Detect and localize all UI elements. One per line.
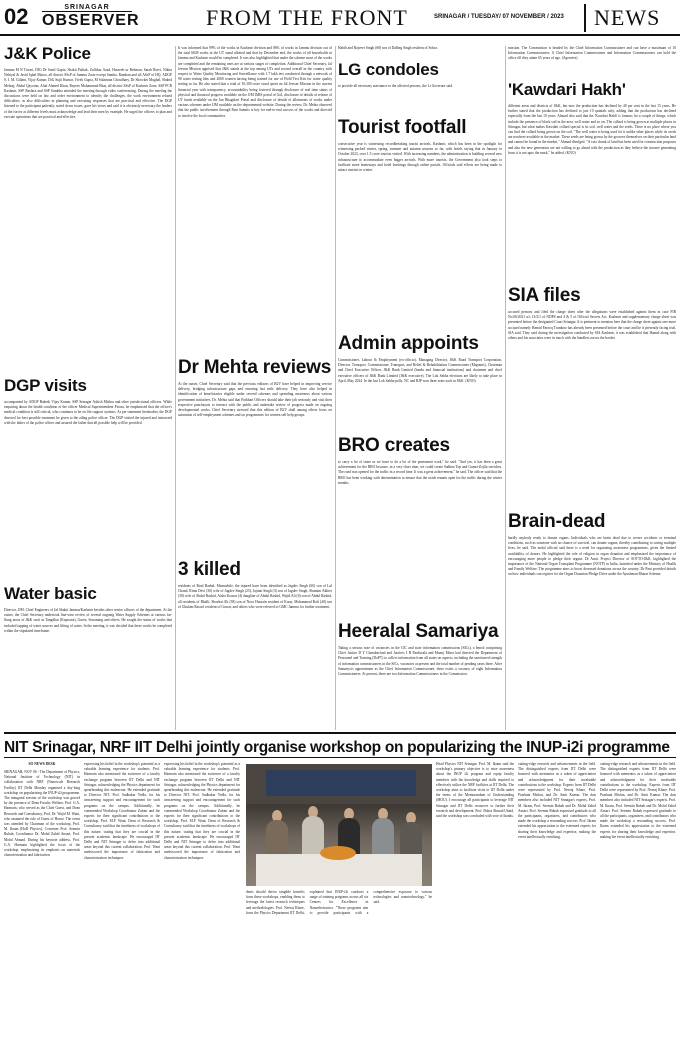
headline: SIA files <box>508 285 581 306</box>
workshop-photo <box>246 764 432 886</box>
headline: Dr Mehta reviews <box>178 357 332 378</box>
article-body: dents should derive tangible benefits from these workshops, enabling them to leverage the latest research techniques and methodologies. Prof. Neeraj Khare, from the Physics Department IIT Delhi, explained that INUP-i2i conducts a range of training programs across all six Centres for Excellence in Nanoelectronics. "These programs aim to provide participants with a comprehensive exposure to various technologies and nanotechnology," he said. <box>246 890 432 915</box>
article-body: expressing his belief in the workshop's potential as a valuable learning experience for students. Prof. Harmain also mentioned the existence of a faculty exchange program between IIT Delhi and NIT Srinagar, acknowledging the Physics department for spearheading this endeavour. He extended gratitude to Director NIT, Prof. Sudhakar Yedla, for his unwavering support and encouragement for such programs on the campus. Additionally, he commended Workshop Coordinator Zubair and the experts for their significant contributions to the workshop. Prof. M.F. Wani, Dean of Research & Consultancy said that the timeliness of workshops of this nature, stating that they are crucial in the present academic landscape. He encouraged IIT Delhi and NIT Srinagar to delve into additional areas beyond this current collaboration. Prof. Wani underscored the importance of fabrication and characterization techniques. <box>164 762 240 860</box>
article-admin-appoints <box>338 334 502 438</box>
headline: BRO creates <box>338 435 450 456</box>
headline: 'Kawdari Hakh' <box>508 80 626 99</box>
article-body: Director, JJM, Chief Engineers of Jal Shakti Jammu/Kashmir besides other senior officers of the department. At the outset, the Chief Secretary undertook line-wise review of several ongoing Water Supply Schemes at various far-flung areas of J&K such as Tangdhar (Kupwara), Gurez, Sonamarg and others. He sought the status of works that included tapping of water sources and lifting of water. In the meeting, it was decided that these works be completed within the stipulated timeframe. <box>4 608 172 633</box>
article-body: Head Physics NIT Srinagar, Prof. M. Ikram said the workshop's primary objective is to raise awareness about the INUP i2i program and equip faculty members with the knowledge and skills required to effectively utilize the NRF facilities at IIT Delhi. The workshop aims to facilitate visits to IIT Delhi under the terms of the Memorandum of Understanding (MOU). I encourage all participants to leverage NIT Srinagar and IIT Delhi resources to further their research and development. Prof. Bohra Ahmad Ubaid, said the workshop was concluded with vote of thanks. <box>436 762 514 819</box>
column-rule <box>175 46 176 730</box>
article-body: different areas and districts of J&K, but now the production has declined by 40 per cent in the last 15 years. He further stated that the production has declined to just 10 quintals only, adding that the production has declined especially from the last 10 years. Ahmad also said that the 'Kawdari Hakh' is famous for a couple of things, which include the presence of black soil in the area, well water and so on. The collard is being grown at multiple places in Srinagar, but what makes Kawdari collard special is its soil, well water and the seeds. There is no place where you can find the collard being grown on the soil. "The well water is being used for it unlike other places while its seeds are nowhere available in the market. These seeds are being grown by the growers themselves on their particular land and cannot be found in the market," Ahmad divulged. "A vast chunk of land has been used for construction purposes and also the new generation are not willing to go ahead with the production as they believe the income generating from it is not upto the mark," he added. (KNO) <box>508 104 676 155</box>
dateline: SRINAGAR / TUESDAY/ 07 NOVEMBER / 2023 <box>434 14 564 20</box>
photo-banner <box>266 770 416 796</box>
section-label: NEWS <box>594 5 661 30</box>
masthead-divider <box>584 4 586 32</box>
article-water-basic <box>4 584 172 726</box>
article-body: cutting-edge research and advancements in the field. The distinguished experts from IIT Delhi were honored with mementos as a token of appreciation and acknowledgment for their invaluable contributions to the workshop. Experts from IIT Delhi were represented by Prof. Neeraj Khare, Prof. Prashant Mishra, and Dr. Amit Kumar. The dais members also included NIT Srinagar's experts, Prof. M. Ikram, Prof. Seemin Rubab and Dr. Mohd Zahid Ansari. Prof. Seemin Rubab expressed gratitude to all the participants, organizers, and contributors who made the workshop a resounding success. Prof. Ikram extended his appreciation to the esteemed experts for sharing their knowledge and expertise, making the event intellectually enriching. <box>600 762 676 839</box>
headline: Water basic <box>4 584 97 603</box>
headline: Tourist footfall <box>338 117 467 138</box>
article-body: At the outset, Chief Secretary said that the previous editions of B2V have helped in improving service delivery, bridging infrastructure gaps and ensuring last mile delivery. They have also helped in identification of beneficiaries eligible under several schemes and spreading awareness about various government initiatives. Dr. Mehta said that Prabhari Officers should take their job seriously and visit their respective panchayats to interact with the public and undertake review of progress made on ongoing developmental works. Chief Secretary stressed that this edition of B2V shall among others focus on saturation of self-employment schemes and on programmes for women self help groups. <box>178 382 332 418</box>
page-number: 02 <box>4 4 29 29</box>
section-rule <box>4 732 676 734</box>
banner-column-4 <box>436 762 514 1040</box>
article-body: hardly anybody ready to donate organs. Individuals who are brain dead due to severe accidents or terminal conditions, such as someone with no chance of survival, can donate organs, thereby contributing to saving multiple lives, he said. The nodal official said there is a need for organizing awareness programmes, given the limited availability of donors. He highlighted the role of religion in organ donation and emphasized the importance of encouraging more people to pledge their organs. Dr Amit, Project Director of SOTTO-J&K, highlighted the importance of the National Organ Transplant Programme (NOTP) in India, launched under the Ministry of Health and Family Welfare. The programme aims to boost deceased donations across the country. Dr Pant provided details on how individuals can register for the Organ Donation Pledge Drive under the Ayushman Bharat Scheme. <box>508 536 676 577</box>
article-lg-condoles <box>338 60 502 98</box>
article-body: accompanied by ADGP Rakesh Vijay Kumar, SSP Srinagar Ashish Mishra and other jurisdictional officers. While enquiring about the health condition of the officer Medical Superintendent Firoza, he emphasised that the officer's medical condition is still critical, who continues to be on life support systems. As per statement hereinafter, the DGP directed for best possible treatment be given to the ailing police officer. The DGP visited the injured and interacted with the father of the police officer and assured the father that all possible help will be provided. <box>4 400 172 425</box>
article-body: Jammu M N Tiwari, DIG Dr Sunil Gupta, Shakti Pathak, Zulfikar Azad, Hasseeb ur Rehman, Sarah Rizvi, Nikita Nehiyal & Javid Iqbal Matoo, all district SSsP of Jammu Zone except Samba, Ramban and all ASsP of HQ. ADGP S. J. M. Gillani, Vijay Kumar, DiG Sujit Kumar, Vivek Gupta, M Sulaiman Choudhary, Dr Showket Mughal, Shahid Mehraj, Abdul Qayoom, Altaf Ahmed Khan, Rayees Mohammad Bhat, all district SSsP of Kashmir Zone, SSP PCR Kashmir, SSP Rashtra and SSP Sumbha attended the meeting through video conferencing. During the meeting the discussions were held on law and order environment to identify the challenges, the work environment related difficulties, as also difficulties in planning and executing responses that are practical and effective. The DGP listened to the participant patiently, noted down issues, gave his views and said it is obviously necessary the leaders of the forces at different levels must acknowledge and lead their men by example. He urged the officers to plan and execute operations that are practical and effective. <box>4 68 172 119</box>
article-heeralal-samariya <box>338 622 502 722</box>
banner-column-3 <box>164 762 240 1040</box>
article-body: to carry a lot of stone as we have to do a lot of the permanent work," he said. "And yes, it has been a great achievement for the BRO because, in a very short time, we could create Sadhna Top and Gumri-Zojila stretches. The road was opened for the traffic in a record time. It was a great achievement," he said. The officer said that the BRO has been working with determination to ensure that the roads remain open for the traffic during the winter months. <box>338 460 502 485</box>
article-body: to provide all necessary assistance to the affected persons, the Lt Governor said. <box>338 84 454 88</box>
article-dgp-visits <box>4 376 172 578</box>
article-body: Habib and Rajveer Singh (68) son of Dalbeg Singh resident of Sohra. <box>338 46 438 50</box>
logo-name: OBSERVER <box>42 12 140 29</box>
article-jjm-continued <box>178 46 332 354</box>
article-cic-continued <box>508 46 676 74</box>
article-jk-police <box>4 44 172 368</box>
logo-city: SRINAGAR <box>64 4 110 11</box>
article-body: consecutive year is witnessing recordbreaking tourist arrivals. Kashmir, which has been in the spotlight for witnessing packed winter, spring, summer and autumn seasons so far, with hotels saying that in January to October 2023, over 1.5 crore tourists visited. With increasing numbers, the administration is building several new infrastructure to accommodate even bigger arrivals. With more tourists, the Government also took steps to facilitate more homestays and hotel bookings through online portals. Officials said efforts are being made to attract tourists in winter. <box>338 142 502 173</box>
article-body: SRINAGAR, NOV 06 - The Department of Physics, National Institute of Technology (NIT) in collaboration with NRF (Nanoscale Research Facility) IIT Delhi Monday organised a day-long workshop on popularizing the INUP-i2i programme. The inaugural session of the workshop was graced by the presence of Dean Faculty Welfare, Prof. G.A. Harmain, who served as the Chief Guest, and Dean Research and Consultancy, Prof. Dr. Wajid M. Wani, who assumed the role of Guest of Honor. The event was attended by Chairman of the workshop, Prof. M. Ikram (HoD Physics), Convener Prof. Seemin Rubab, Coordinator Dr. Mohd Zahid Ansari, Prof. Mohd Ahmad. During his keynote address, Prof. G.A. Harmain highlighted the focus of the workshop, emphasizing its emphasis on materials characterization and fabrication. <box>4 770 80 858</box>
article-body: accused persons and filed the charge sheet after the allegations were established against them in case FIR No.06/2021 u/s 13/2/1 of NDPS and 4 & 5 of Official Secrets Act. Kashmir and supplementary charge sheet was presented before the designated Court Srinagar. It is pertinent to mention here that the charge sheet against one more accused namely Hamid Farooq Trumboo has already been presented before the court and he is presently facing trial, SIA said. They said during the investigation conducted by SIA Kashmir, it was established that Hamid along with others and his associates were in touch with the handlers across the border. <box>508 310 676 341</box>
article-brain-dead <box>508 512 676 728</box>
newspaper-logo <box>42 4 140 30</box>
banner-column-2 <box>84 762 160 1040</box>
article-body: Commissioner, Labour & Employment (ex-officio), Managing Director, J&K Road Transport Corporation, Director, Transport, Commissioner, Transport, and Relief & Rehabilitation Commissioner (Migrants), Chairman and Chief Executive Officer, J&K Bank Limited (banks and financial institutions) and chairmen and chief executive officers of J&K Bank Limited (J&K executive). The Lok Sabha elections are likely to take place in April–May 2024. In the last Lok Sabha polls, NC and BJP won three seats each in J&K. (KNO) <box>338 358 502 383</box>
headline: LG condoles <box>338 60 439 79</box>
headline: J&K Police <box>4 44 91 63</box>
article-sia-files <box>508 286 676 518</box>
headline: Admin appoints <box>338 333 479 354</box>
article-body: residents of Brad Barbal. Meanwhile, the injured have been identified as Jagdev Singh (60) son of Lal Chand, Rima Devi (30) wife of Jagdev Singh (25), Jajinat Singh (3) son of Jagdev Singh, Shamim Akhter (30) wife of Abdul Rashid, Aisha Kousar (4) daughter of Abdul Rashid, Wajid Ali (6) son of Abdul Rashid, all residents of Bhalli, Shavkat Ali (38) son of Noor Hussain resident of Kuon, Mohammad Rafi (40) son of Ghulam Rasool resident of Gawar, and others who were referred to GMC Jammu for further treatment. <box>178 584 332 609</box>
banner-column-below-photo <box>246 890 432 1040</box>
article-body: It was informed that 99% of the works in Kashmir division and 86% of works in Jammu division out of the total 6828 works in the UT stand allotted and that by December end, the works of all households in Jammu and Kashmir would be completed. It was also highlighted that under the scheme most of the works are completed and the remaining ones are at various stages of completion. Additional Chief Secretary, Jal Jeevan Mission apprised that J&K stands at the top among UTs and second overall in the country with respect to Water Quality Monitoring and Surveillance with 1.7 lakh test conducted through a network of 98 water testing labs and 2060 women having being trained for use of Field Test Kits for water quality testing so far. He also stated that a total of 10,300 crore stood spent on Jal Jeevan Mission in the current financial year with transparency, accountability being fostered through disclosure of real time status of physical and financial progress available on the JJM IMIS portal of GoI, disclosure of details of release of UT funds available on the Jan Bhagidari Portal and disclosure of details of allotments of works under various schemes under JJM available on the departmental website. During the review, Dr. Mehta observed that the public involvement through Pani Samitis is key for end-to-end success of the works and directed to involve the local communities. <box>178 46 332 118</box>
article-bro-creates <box>338 436 502 594</box>
banner-column-1 <box>4 762 80 1040</box>
section-rule <box>4 757 676 758</box>
banner-column-6 <box>600 762 676 1040</box>
photo-flowers <box>320 846 356 860</box>
article-three-killed <box>178 560 332 716</box>
headline: Brain-dead <box>508 511 606 532</box>
headline: DGP visits <box>4 376 87 395</box>
byline: SO NEWS DESK <box>28 762 56 766</box>
article-top-continued <box>338 46 502 58</box>
banner-column-5 <box>518 762 596 1040</box>
headline: 3 killed <box>178 559 241 580</box>
masthead <box>0 0 680 36</box>
column-rule <box>505 46 506 730</box>
article-kawdari-hakh <box>508 80 676 292</box>
banner-headline: NIT Srinagar, NRF IIT Delhi jointly organise workshop on popularizing the INUP-i2i programme <box>4 739 670 756</box>
article-body: Taking a serious note of vacancies in the CIC and state information commissions (SICs), a bench comprising Chief Justice D Y Chandrachud and Justices J B Pardiwala and Manoj Misra had directed the Department of Personnel and Training (DoPT) to collect information from all states on aspects, including the sanctioned strength of information commissioners in the SICs, vacancies at present and the total number of pending cases there. After Samariya's appointment as the Chief Information Commissioner, there exists a vacancy of eight Information Commissioners. At present, there are two Information Commissioners in the Commission. <box>338 646 502 677</box>
article-body: expressing his belief in the workshop's potential as a valuable learning experience for students. Prof. Harmain also mentioned the existence of a faculty exchange program between IIT Delhi and NIT Srinagar, acknowledging the Physics department for spearheading this endeavour. He extended gratitude to Director NIT, Prof. Sudhakar Yedla, for his unwavering support and encouragement for such programs on the campus. Additionally, he commended Workshop Coordinator Zubair and the experts for their significant contributions to the workshop. Prof. M.F. Wani, Dean of Research & Consultancy said that the timeliness of workshops of this nature, stating that they are crucial in the present academic landscape. He encouraged IIT Delhi and NIT Srinagar to delve into additional areas beyond this current collaboration. Prof. Wani underscored the importance of fabrication and characterization techniques. <box>84 762 160 860</box>
section-title: FROM THE FRONT <box>206 5 408 30</box>
article-tourist-footfall <box>338 118 502 310</box>
headline: Heeralal Samariya <box>338 621 499 642</box>
article-body: mission. The Commission is headed by the Chief Information Commissioner and can have a maximum of 10 Information Commissioners. A Chief Information Commissioner and Information Commissioners can hold the office till they attain 65 years of age. (Agencies) <box>508 46 676 61</box>
article-body: cutting-edge research and advancements in the field. The distinguished experts from IIT Delhi were honored with mementos as a token of appreciation and acknowledgment for their invaluable contributions to the workshop. Experts from IIT Delhi were represented by Prof. Neeraj Khare, Prof. Prashant Mishra, and Dr. Amit Kumar. The dais members also included NIT Srinagar's experts, Prof. M. Ikram, Prof. Seemin Rubab and Dr. Mohd Zahid Ansari. Prof. Seemin Rubab expressed gratitude to all the participants, organizers, and contributors who made the workshop a resounding success. Prof. Ikram extended his appreciation to the esteemed experts for sharing their knowledge and expertise, making the event intellectually enriching. <box>518 762 596 839</box>
